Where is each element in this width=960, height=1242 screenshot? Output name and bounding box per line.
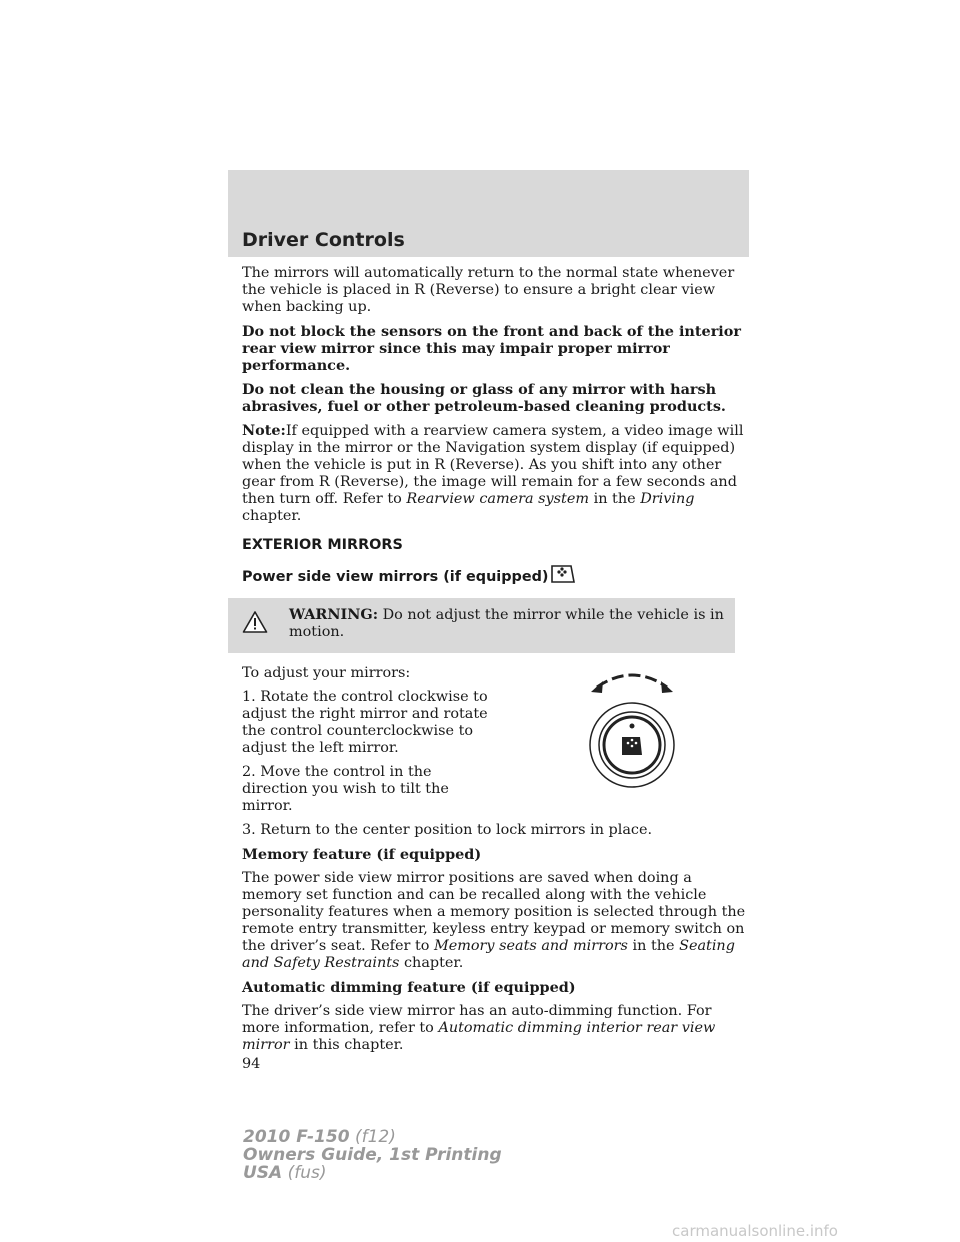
mirror-control-figure bbox=[582, 665, 682, 795]
paragraph-sensors: Do not block the sensors on the front and back of the interior rear view mirror since this may impair proper mirror performance. bbox=[242, 323, 741, 374]
steps-intro: To adjust your mirrors: bbox=[242, 665, 411, 681]
step-1: 1. Rotate the control clockwise to adjust the right mirror and rotate the control counterclockwise to adjust the left mirror. bbox=[242, 689, 488, 756]
print-footer bbox=[243, 1128, 502, 1182]
note-label: Note: bbox=[242, 422, 286, 439]
dimming-heading: Automatic dimming feature (if equipped) bbox=[242, 979, 576, 996]
note-ref-driving: Driving bbox=[640, 491, 695, 507]
power-mirrors-label: Power side view mirrors (if equipped) bbox=[242, 569, 549, 585]
memory-text: The power side view mirror positions are saved when doing a memory set function and can be recalled along with the vehicle personality features when a memory position is selected through the remote entry transmitter, keyless entry keypad or memory switch on the driver’s seat. Refer to bbox=[242, 870, 746, 954]
note-text: If equipped with a rearview camera system, a video image will display in the mirror or the Navigation system display (if equipped) when the vehicle is put in R (Reverse). As you shift into any other gear from R (Reverse), the image will remain for a few seconds and then turn off. Refer to bbox=[242, 423, 744, 507]
watermark: carmanualsonline.info bbox=[672, 1222, 838, 1240]
page-number: 94 bbox=[242, 1056, 261, 1072]
note-mid: in the bbox=[589, 491, 641, 507]
power-mirrors-heading bbox=[242, 564, 752, 586]
memory-ref-chapter: Seating and Safety Restraints bbox=[242, 938, 735, 971]
step-3: 3. Return to the center position to lock mirrors in place. bbox=[242, 822, 653, 838]
page-body bbox=[242, 265, 752, 1073]
footer-region-code: (fus) bbox=[287, 1163, 327, 1183]
dimming-text: The driver’s side view mirror has an auto-dimming function. For more information, refer to bbox=[242, 1003, 712, 1036]
warning-label: WARNING: bbox=[289, 606, 379, 623]
footer-edition: Owners Guide, 1st Printing bbox=[243, 1145, 502, 1165]
note-ref-camera: Rearview camera system bbox=[406, 491, 590, 507]
paragraph-note bbox=[242, 422, 752, 525]
memory-heading: Memory feature (if equipped) bbox=[242, 846, 482, 863]
warning-triangle-icon bbox=[242, 610, 268, 634]
warning-box bbox=[228, 598, 735, 653]
memory-ref-seats: Memory seats and mirrors bbox=[433, 938, 628, 954]
adjust-steps bbox=[242, 665, 752, 815]
dimming-paragraph bbox=[242, 1003, 752, 1054]
step-2: 2. Move the control in the direction you wish to tilt the mirror. bbox=[242, 764, 449, 814]
footer-region: USA bbox=[243, 1163, 283, 1183]
exterior-mirrors-heading: EXTERIOR MIRRORS bbox=[242, 537, 403, 553]
paragraph-reverse: The mirrors will automatically return to the normal state whenever the vehicle is placed in R (Reverse) to ensure a bright clear view when backing up. bbox=[242, 265, 735, 315]
dimming-ref: Automatic dimming interior rear view mirror bbox=[242, 1020, 716, 1053]
mirror-icon bbox=[549, 564, 577, 584]
footer-code: (f12) bbox=[354, 1127, 396, 1147]
section-title: Driver Controls bbox=[242, 229, 405, 251]
dimming-end: in this chapter. bbox=[289, 1037, 404, 1053]
paragraph-cleaning: Do not clean the housing or glass of any mirror with harsh abrasives, fuel or other petroleum-based cleaning products. bbox=[242, 381, 726, 415]
footer-model: 2010 F-150 bbox=[243, 1127, 350, 1147]
memory-end: chapter. bbox=[399, 955, 464, 971]
section-header bbox=[228, 170, 749, 257]
memory-mid: in the bbox=[627, 938, 680, 954]
warning-text: Do not adjust the mirror while the vehicle is in motion. bbox=[289, 607, 724, 640]
note-end: chapter. bbox=[242, 508, 302, 524]
memory-paragraph bbox=[242, 870, 752, 972]
